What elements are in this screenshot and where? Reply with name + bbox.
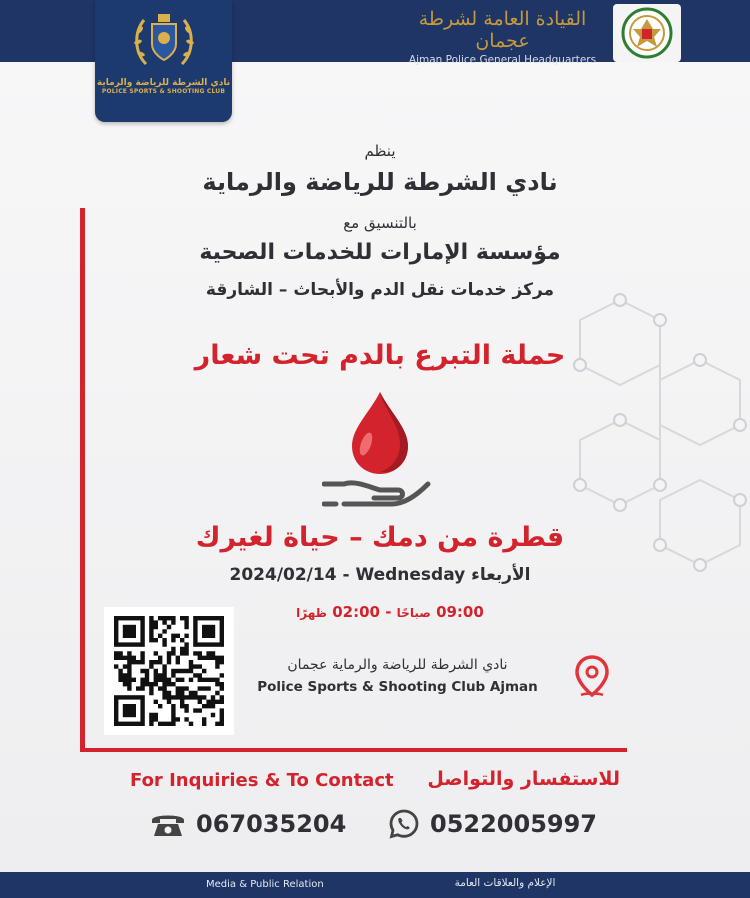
day-arabic: الأربعاء <box>471 565 531 585</box>
whatsapp-contact[interactable] <box>388 808 597 840</box>
coordination-label: بالتنسيق مع <box>343 214 417 232</box>
hq-name-english: Ajman Police General Headquarters <box>408 54 597 66</box>
red-frame-horizontal <box>80 748 627 752</box>
club-logo-badge <box>95 0 232 122</box>
venue <box>245 657 550 695</box>
inquiries-heading-english: For Inquiries & To Contact <box>130 770 394 791</box>
telephone-icon <box>150 810 186 838</box>
footer-media-english: Media & Public Relation <box>206 879 324 890</box>
campaign-title: حملة التبرع بالدم تحت شعار <box>194 340 566 371</box>
campaign-slogan: قطرة من دمك – حياة لغيرك <box>195 522 565 553</box>
whatsapp-icon <box>388 808 420 840</box>
time-end: 02:00 <box>332 603 380 621</box>
footer-media-arabic: الإعلام والعلاقات العامة <box>454 877 556 889</box>
hexagon-network-decoration <box>560 290 750 600</box>
partner-name: مؤسسة الإمارات للخدمات الصحية <box>199 240 561 265</box>
qr-code-icon <box>104 607 234 735</box>
organizer-name: نادي الشرطة للرياضة والرماية <box>202 168 558 196</box>
time-end-label: ظهرًا <box>296 606 327 620</box>
event-time <box>240 603 540 621</box>
date-english: 2024/02/14 - Wednesday <box>229 565 466 585</box>
police-emblem <box>613 4 681 62</box>
footer-bar <box>0 872 750 898</box>
red-frame-vertical <box>80 208 85 752</box>
partner-center: مركز خدمات نقل الدم والأبحاث – الشارقة <box>205 280 555 300</box>
club-name-english: POLICE SPORTS & SHOOTING CLUB <box>101 88 226 95</box>
hq-title <box>400 0 605 66</box>
blood-drop-icon <box>352 392 408 474</box>
event-date <box>200 565 560 585</box>
emblem-icon <box>621 7 673 59</box>
club-name-arabic: نادي الشرطة للرياضة والرماية <box>96 78 231 88</box>
landline-contact[interactable] <box>150 810 346 838</box>
time-start-label: صباحًا <box>396 606 431 620</box>
location-pin-icon[interactable] <box>575 655 609 699</box>
time-separator: - <box>385 603 392 621</box>
blood-drop-hand-graphic <box>322 388 432 513</box>
laurel-badge-icon <box>132 10 196 72</box>
hand-icon <box>324 483 428 504</box>
time-start: 09:00 <box>436 603 484 621</box>
qr-code[interactable] <box>104 607 234 735</box>
hq-name-arabic: القيادة العامة لشرطة عجمان <box>418 8 587 52</box>
phone-number[interactable]: 067035204 <box>196 810 347 838</box>
venue-name-english: Police Sports & Shooting Club Ajman <box>257 679 538 695</box>
inquiries-heading-arabic: للاستفسار والتواصل <box>427 768 620 790</box>
whatsapp-number[interactable]: 0522005997 <box>430 810 597 838</box>
venue-name-arabic: نادي الشرطة للرياضة والرماية عجمان <box>287 657 508 673</box>
organizes-label: ينظم <box>364 142 396 160</box>
